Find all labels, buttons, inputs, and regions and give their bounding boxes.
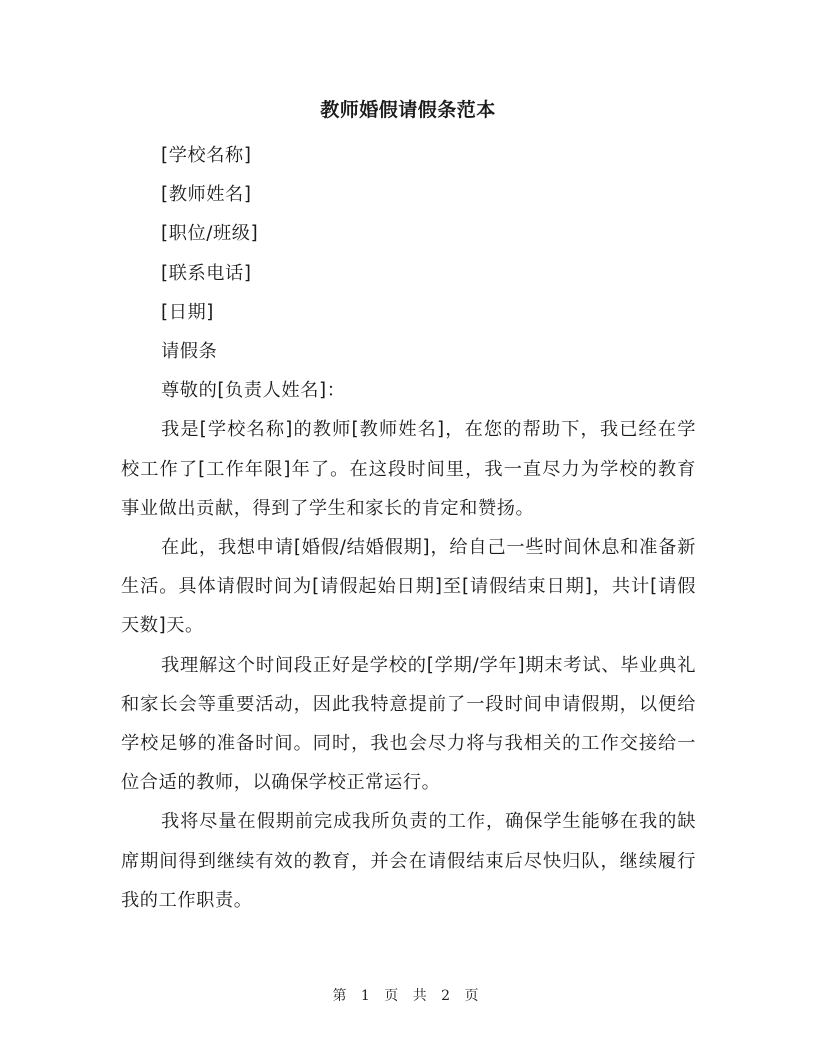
document-title: 教师婚假请假条范本 [320,99,496,121]
position-class-placeholder: [职位/班级] [161,223,259,245]
leave-note-heading: 请假条 [161,341,218,363]
school-name-placeholder: [学校名称] [161,145,252,166]
paragraph-timing-explanation: 我理解这个时间段正好是学校的[学期/学年]期末考试、毕业典礼和家长会等重要活动，因此我特意提前了一段时间申请假期，以便给学校足够的准备时间。同时，我也会尽力将与我相关的工作交接给一位合适的教师，以确保学校正常运行。 [121,654,696,794]
page-number-footer: 第 1 页 共 2 页 [332,988,484,1004]
phone-placeholder: [联系电话] [161,262,252,284]
paragraph-leave-request: 在此，我想申请[婚假/结婚假期]，给自己一些时间休息和准备新生活。具体请假时间为[请假起始日期]至[请假结束日期]，共计[请假天数]天。 [121,537,696,637]
paragraph-introduction: 我是[学校名称]的教师[教师姓名]，在您的帮助下，我已经在学校工作了[工作年限]年了。在这段时间里，我一直尽力为学校的教育事业做出贡献，得到了学生和家长的肯定和赞扬。 [121,419,696,519]
paragraph-work-commitment: 我将尽量在假期前完成我所负责的工作，确保学生能够在我的缺席期间得到继续有效的教育，并会在请假结束后尽快归队，继续履行我的工作职责。 [121,811,696,911]
salutation: 尊敬的[负责人姓名]： [161,380,346,402]
document-body [121,136,696,920]
teacher-name-placeholder: [教师姓名] [161,184,252,206]
date-placeholder: [日期] [161,301,214,323]
